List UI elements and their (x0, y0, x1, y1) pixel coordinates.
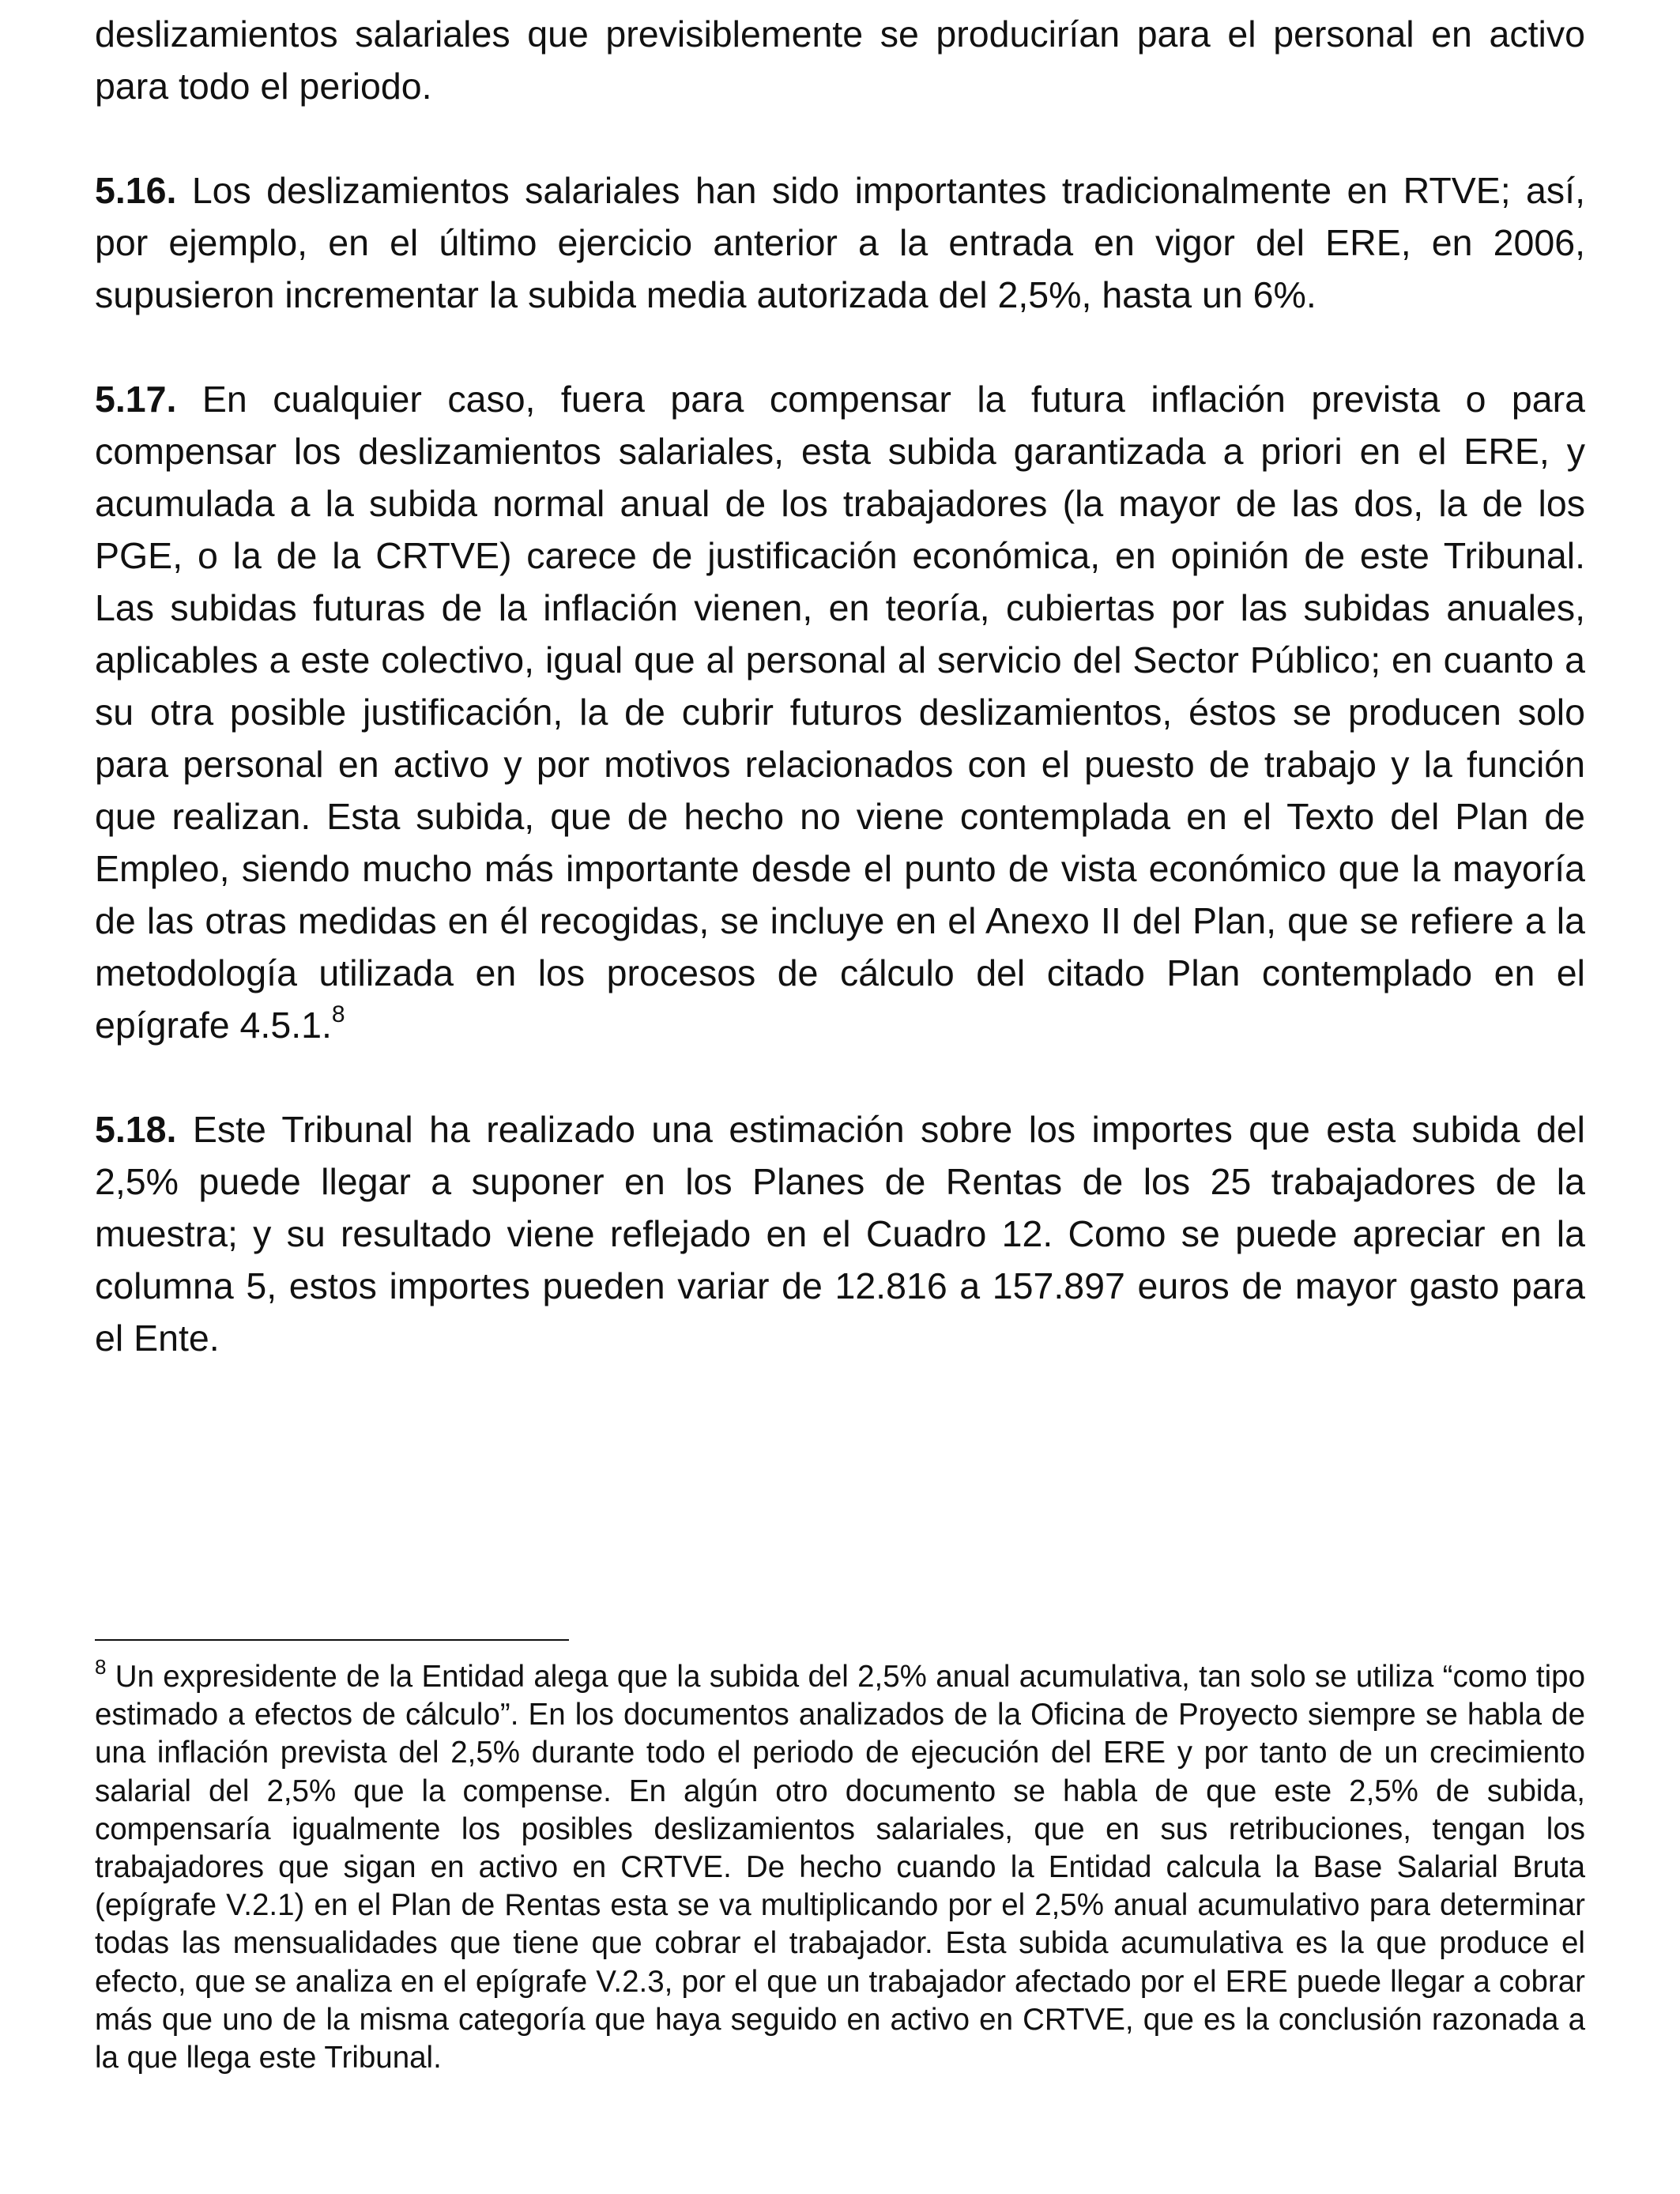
paragraph-text: Este Tribunal ha realizado una estimación sobre los importes que esta subida del 2,5% puede llegar a suponer en los Planes de Rentas de los 25 trabajadores de la muestra; y su resultado viene reflejado en el Cuadro 12. Como se puede apreciar en la columna 5, estos importes pueden variar de 12.816 a 157.897 euros de mayor gasto para el Ente. (95, 1109, 1585, 1359)
paragraph-5-17 (95, 373, 1585, 1051)
paragraph-text: deslizamientos salariales que previsiblemente se producirían para el personal en activo para todo el periodo. (95, 13, 1585, 107)
paragraph-number: 5.16. (95, 170, 177, 211)
footnote (95, 1655, 1585, 2077)
paragraph-number: 5.18. (95, 1109, 177, 1150)
paragraph-5-18 (95, 1103, 1585, 1364)
footnote-separator (95, 1639, 569, 1641)
footnote-text: Un expresidente de la Entidad alega que la subida del 2,5% anual acumulativa, tan solo se utiliza “como tipo estimado a efectos de cálculo”. En los documentos analizados de la Oficina de Proyecto siempre se habla de una inflación prevista del 2,5% durante todo el periodo de ejecución del ERE y por tanto de un crecimiento salarial del 2,5% que la compense. En algún otro documento se habla de que este 2,5% de subida, compensaría igualmente los posibles deslizamientos salariales, que en sus retribuciones, tengan los trabajadores que sigan en activo en CRTVE. De hecho cuando la Entidad calcula la Base Salarial Bruta (epígrafe V.2.1) en el Plan de Rentas esta se va multiplicando por el 2,5% anual acumulativo para determinar todas las mensualidades que tiene que cobrar el trabajador. Esta subida acumulativa es la que produce el efecto, que se analiza en el epígrafe V.2.3, por el que un trabajador afectado por el ERE puede llegar a cobrar más que uno de la misma categoría que haya seguido en activo en CRTVE, que es la conclusión razonada a la que llega este Tribunal. (95, 1660, 1585, 2075)
paragraph-text: Los deslizamientos salariales han sido importantes tradicionalmente en RTVE; así, por ejemplo, en el último ejercicio anterior a la entrada en vigor del ERE, en 2006, supusieron incrementar la subida media autorizada del 2,5%, hasta un 6%. (95, 170, 1586, 315)
footnote-marker: 8 (95, 1655, 107, 1679)
document-page (95, 8, 1585, 1364)
paragraph-5-16 (95, 164, 1585, 321)
paragraph-text: En cualquier caso, fuera para compensar la futura inflación prevista o para compensar los deslizamientos salariales, esta subida garantizada a priori en el ERE, y acumulada a la subida normal anual de los trabajadores (la mayor de las dos, la de los PGE, o la de la CRTVE) carece de justificación económica, en opinión de este Tribunal. Las subidas futuras de la inflación vienen, en teoría, cubiertas por las subidas anuales, aplicables a este colectivo, igual que al personal al servicio del Sector Público; en cuanto a su otra posible justificación, la de cubrir futuros deslizamientos, éstos se producen solo para personal en activo y por motivos relacionados con el puesto de trabajo y la función que realizan. Esta subida, que de hecho no viene contemplada en el Texto del Plan de Empleo, siendo mucho más importante desde el punto de vista económico que la mayoría de las otras medidas en él recogidas, se incluye en el Anexo II del Plan, que se refiere a la metodología utilizada en los procesos de cálculo del citado Plan contemplado en el epígrafe 4.5.1. (95, 379, 1585, 1046)
footnote-reference[interactable]: 8 (331, 1001, 345, 1027)
paragraph-continuation (95, 8, 1585, 112)
paragraph-number: 5.17. (95, 379, 177, 420)
